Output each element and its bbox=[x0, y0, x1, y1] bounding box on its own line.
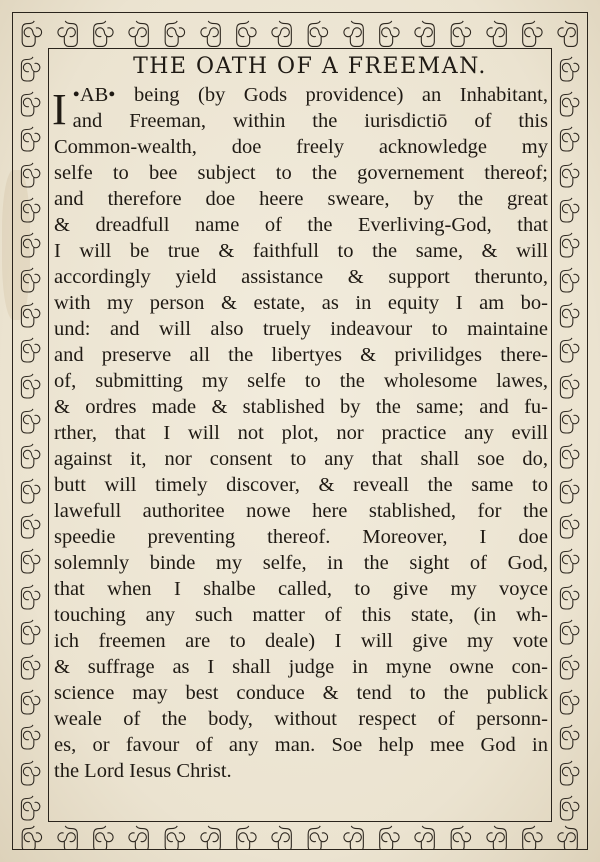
scroll-flourish-icon: ꩺ bbox=[484, 18, 509, 43]
text-line: science may best conduce & tend to the publick bbox=[54, 682, 548, 704]
scroll-flourish-icon: ꩺ bbox=[558, 123, 581, 148]
scroll-flourish-icon: ꩺ bbox=[19, 439, 42, 464]
scroll-flourish-icon: ꩺ bbox=[306, 18, 330, 43]
text-line: touching any such matter of this state, (in wh- bbox=[54, 604, 548, 626]
scroll-flourish-icon: ꩺ bbox=[19, 580, 42, 605]
text-line: ich freemen are to deale) I will give my vote bbox=[54, 630, 548, 652]
scroll-flourish-icon: ꩺ bbox=[270, 18, 294, 43]
scroll-flourish-icon: ꩺ bbox=[19, 791, 42, 816]
bottom-ornament-border bbox=[14, 823, 586, 849]
text-line: and Freeman, within the iurisdictiō of this bbox=[72, 110, 548, 132]
scroll-flourish-icon: ꩺ bbox=[558, 510, 581, 535]
scroll-flourish-icon: ꩺ bbox=[234, 18, 259, 43]
scroll-flourish-icon: ꩺ bbox=[198, 18, 223, 43]
text-line: solemnly binde my selfe, in the sight of God, bbox=[54, 552, 548, 574]
scroll-flourish-icon: ꩺ bbox=[19, 228, 42, 253]
scroll-flourish-icon: ꩺ bbox=[306, 823, 330, 848]
scroll-flourish-icon: ꩺ bbox=[19, 615, 42, 640]
scroll-flourish-icon: ꩺ bbox=[520, 18, 545, 43]
scroll-flourish-icon: ꩺ bbox=[558, 404, 581, 429]
text-line: und: and will also truely indeavour to maintaine bbox=[54, 318, 548, 340]
top-ornament-border bbox=[14, 15, 586, 47]
scroll-flourish-icon: ꩺ bbox=[19, 404, 42, 429]
drop-cap: I bbox=[52, 85, 67, 134]
text-line: of, submitting my selfe to the wholesome lawes, bbox=[54, 370, 548, 392]
scroll-flourish-icon: ꩺ bbox=[19, 369, 42, 394]
scroll-flourish-icon: ꩺ bbox=[270, 823, 294, 848]
scroll-flourish-icon: ꩺ bbox=[19, 88, 42, 113]
scroll-flourish-icon: ꩺ bbox=[449, 18, 473, 43]
scroll-flourish-icon: ꩺ bbox=[19, 651, 42, 675]
scroll-flourish-icon: ꩺ bbox=[20, 18, 44, 43]
text-line: selfe to bee subject to the governement thereof; bbox=[54, 162, 548, 184]
scroll-flourish-icon: ꩺ bbox=[558, 88, 581, 113]
scroll-flourish-icon: ꩺ bbox=[558, 686, 581, 711]
scroll-flourish-icon: ꩺ bbox=[19, 686, 42, 711]
right-ornament-border bbox=[553, 48, 586, 822]
scroll-flourish-icon: ꩺ bbox=[558, 228, 581, 253]
text-line: and therefore doe heere sweare, by the great bbox=[54, 188, 548, 210]
text-line: with my person & estate, as in equity I am bo- bbox=[54, 292, 548, 314]
scroll-flourish-icon: ꩺ bbox=[558, 791, 581, 816]
scroll-flourish-icon: ꩺ bbox=[558, 475, 581, 500]
scroll-flourish-icon: ꩺ bbox=[55, 18, 80, 43]
scroll-flourish-icon: ꩺ bbox=[163, 18, 187, 43]
scroll-flourish-icon: ꩺ bbox=[556, 18, 580, 43]
scroll-flourish-icon: ꩺ bbox=[19, 510, 42, 535]
document-title: THE OATH OF A FREEMAN. bbox=[133, 54, 487, 79]
scroll-flourish-icon: ꩺ bbox=[19, 158, 42, 183]
scroll-flourish-icon: ꩺ bbox=[558, 580, 581, 605]
scroll-flourish-icon: ꩺ bbox=[19, 264, 42, 289]
scroll-flourish-icon: ꩺ bbox=[19, 53, 42, 78]
text-line: & suffrage as I shall judge in myne owne con- bbox=[54, 656, 548, 678]
scroll-flourish-icon: ꩺ bbox=[377, 18, 402, 43]
text-line: the Lord Iesus Christ. bbox=[54, 760, 232, 782]
scroll-flourish-icon: ꩺ bbox=[19, 545, 42, 570]
scroll-flourish-icon: ꩺ bbox=[558, 439, 581, 464]
scroll-flourish-icon: ꩺ bbox=[413, 823, 437, 848]
scroll-flourish-icon: ꩺ bbox=[19, 721, 42, 746]
text-line: butt will timely discover, & reveall the same to bbox=[54, 474, 548, 496]
left-ornament-border bbox=[14, 48, 47, 822]
text-line: I will be true & faithfull to the same, & will bbox=[54, 240, 548, 262]
scroll-flourish-icon: ꩺ bbox=[558, 334, 581, 359]
scroll-flourish-icon: ꩺ bbox=[484, 823, 509, 848]
text-line: and preserve all the libertyes & privilidges there- bbox=[54, 344, 548, 366]
scroll-flourish-icon: ꩺ bbox=[127, 823, 151, 848]
scroll-flourish-icon: ꩺ bbox=[558, 264, 581, 289]
scroll-flourish-icon: ꩺ bbox=[341, 823, 366, 848]
scroll-flourish-icon: ꩺ bbox=[19, 475, 42, 500]
oath-body bbox=[54, 82, 548, 784]
scroll-flourish-icon: ꩺ bbox=[19, 334, 42, 359]
text-line: weale of the body, without respect of personn- bbox=[54, 708, 548, 730]
text-line: lawefull authoritee nowe here stablished, for the bbox=[54, 500, 548, 522]
scroll-flourish-icon: ꩺ bbox=[449, 823, 473, 848]
scroll-flourish-icon: ꩺ bbox=[558, 299, 581, 324]
scroll-flourish-icon: ꩺ bbox=[558, 193, 581, 218]
text-line: accordingly yield assistance & support therunto, bbox=[54, 266, 548, 288]
scroll-flourish-icon: ꩺ bbox=[234, 823, 259, 848]
text-line: •AB• being (by Gods providence) an Inhabitant, bbox=[72, 84, 548, 106]
oath-text-block bbox=[54, 52, 548, 820]
scroll-flourish-icon: ꩺ bbox=[91, 823, 116, 848]
scroll-flourish-icon: ꩺ bbox=[556, 823, 580, 848]
text-line: speedie preventing thereof. Moreover, I doe bbox=[54, 526, 548, 548]
scroll-flourish-icon: ꩺ bbox=[520, 823, 545, 848]
text-line: that when I shalbe called, to give my voyce bbox=[54, 578, 548, 600]
scroll-flourish-icon: ꩺ bbox=[558, 651, 581, 675]
scroll-flourish-icon: ꩺ bbox=[55, 823, 80, 848]
scroll-flourish-icon: ꩺ bbox=[558, 721, 581, 746]
scroll-flourish-icon: ꩺ bbox=[558, 53, 581, 78]
scroll-flourish-icon: ꩺ bbox=[558, 158, 581, 183]
text-line: rther, that I will not plot, nor practice any evill bbox=[54, 422, 548, 444]
text-line: & ordres made & stablished by the same; and fu- bbox=[54, 396, 548, 418]
scroll-flourish-icon: ꩺ bbox=[413, 18, 437, 43]
text-line: & dreadfull name of the Everliving-God, that bbox=[54, 214, 548, 236]
scroll-flourish-icon: ꩺ bbox=[341, 18, 366, 43]
scroll-flourish-icon: ꩺ bbox=[19, 756, 42, 781]
scroll-flourish-icon: ꩺ bbox=[558, 369, 581, 394]
text-line: Common-wealth, doe freely acknowledge my bbox=[54, 136, 548, 158]
scroll-flourish-icon: ꩺ bbox=[20, 823, 44, 848]
scroll-flourish-icon: ꩺ bbox=[127, 18, 151, 43]
scroll-flourish-icon: ꩺ bbox=[19, 123, 42, 148]
scroll-flourish-icon: ꩺ bbox=[19, 299, 42, 324]
scroll-flourish-icon: ꩺ bbox=[377, 823, 402, 848]
text-line: against it, nor consent to any that shall soe do, bbox=[54, 448, 548, 470]
scroll-flourish-icon: ꩺ bbox=[558, 615, 581, 640]
scroll-flourish-icon: ꩺ bbox=[19, 193, 42, 218]
scroll-flourish-icon: ꩺ bbox=[558, 756, 581, 781]
scroll-flourish-icon: ꩺ bbox=[91, 18, 116, 43]
scroll-flourish-icon: ꩺ bbox=[163, 823, 187, 848]
scroll-flourish-icon: ꩺ bbox=[198, 823, 223, 848]
scroll-flourish-icon: ꩺ bbox=[558, 545, 581, 570]
text-line: es, or favour of any man. Soe help mee God in bbox=[54, 734, 548, 756]
